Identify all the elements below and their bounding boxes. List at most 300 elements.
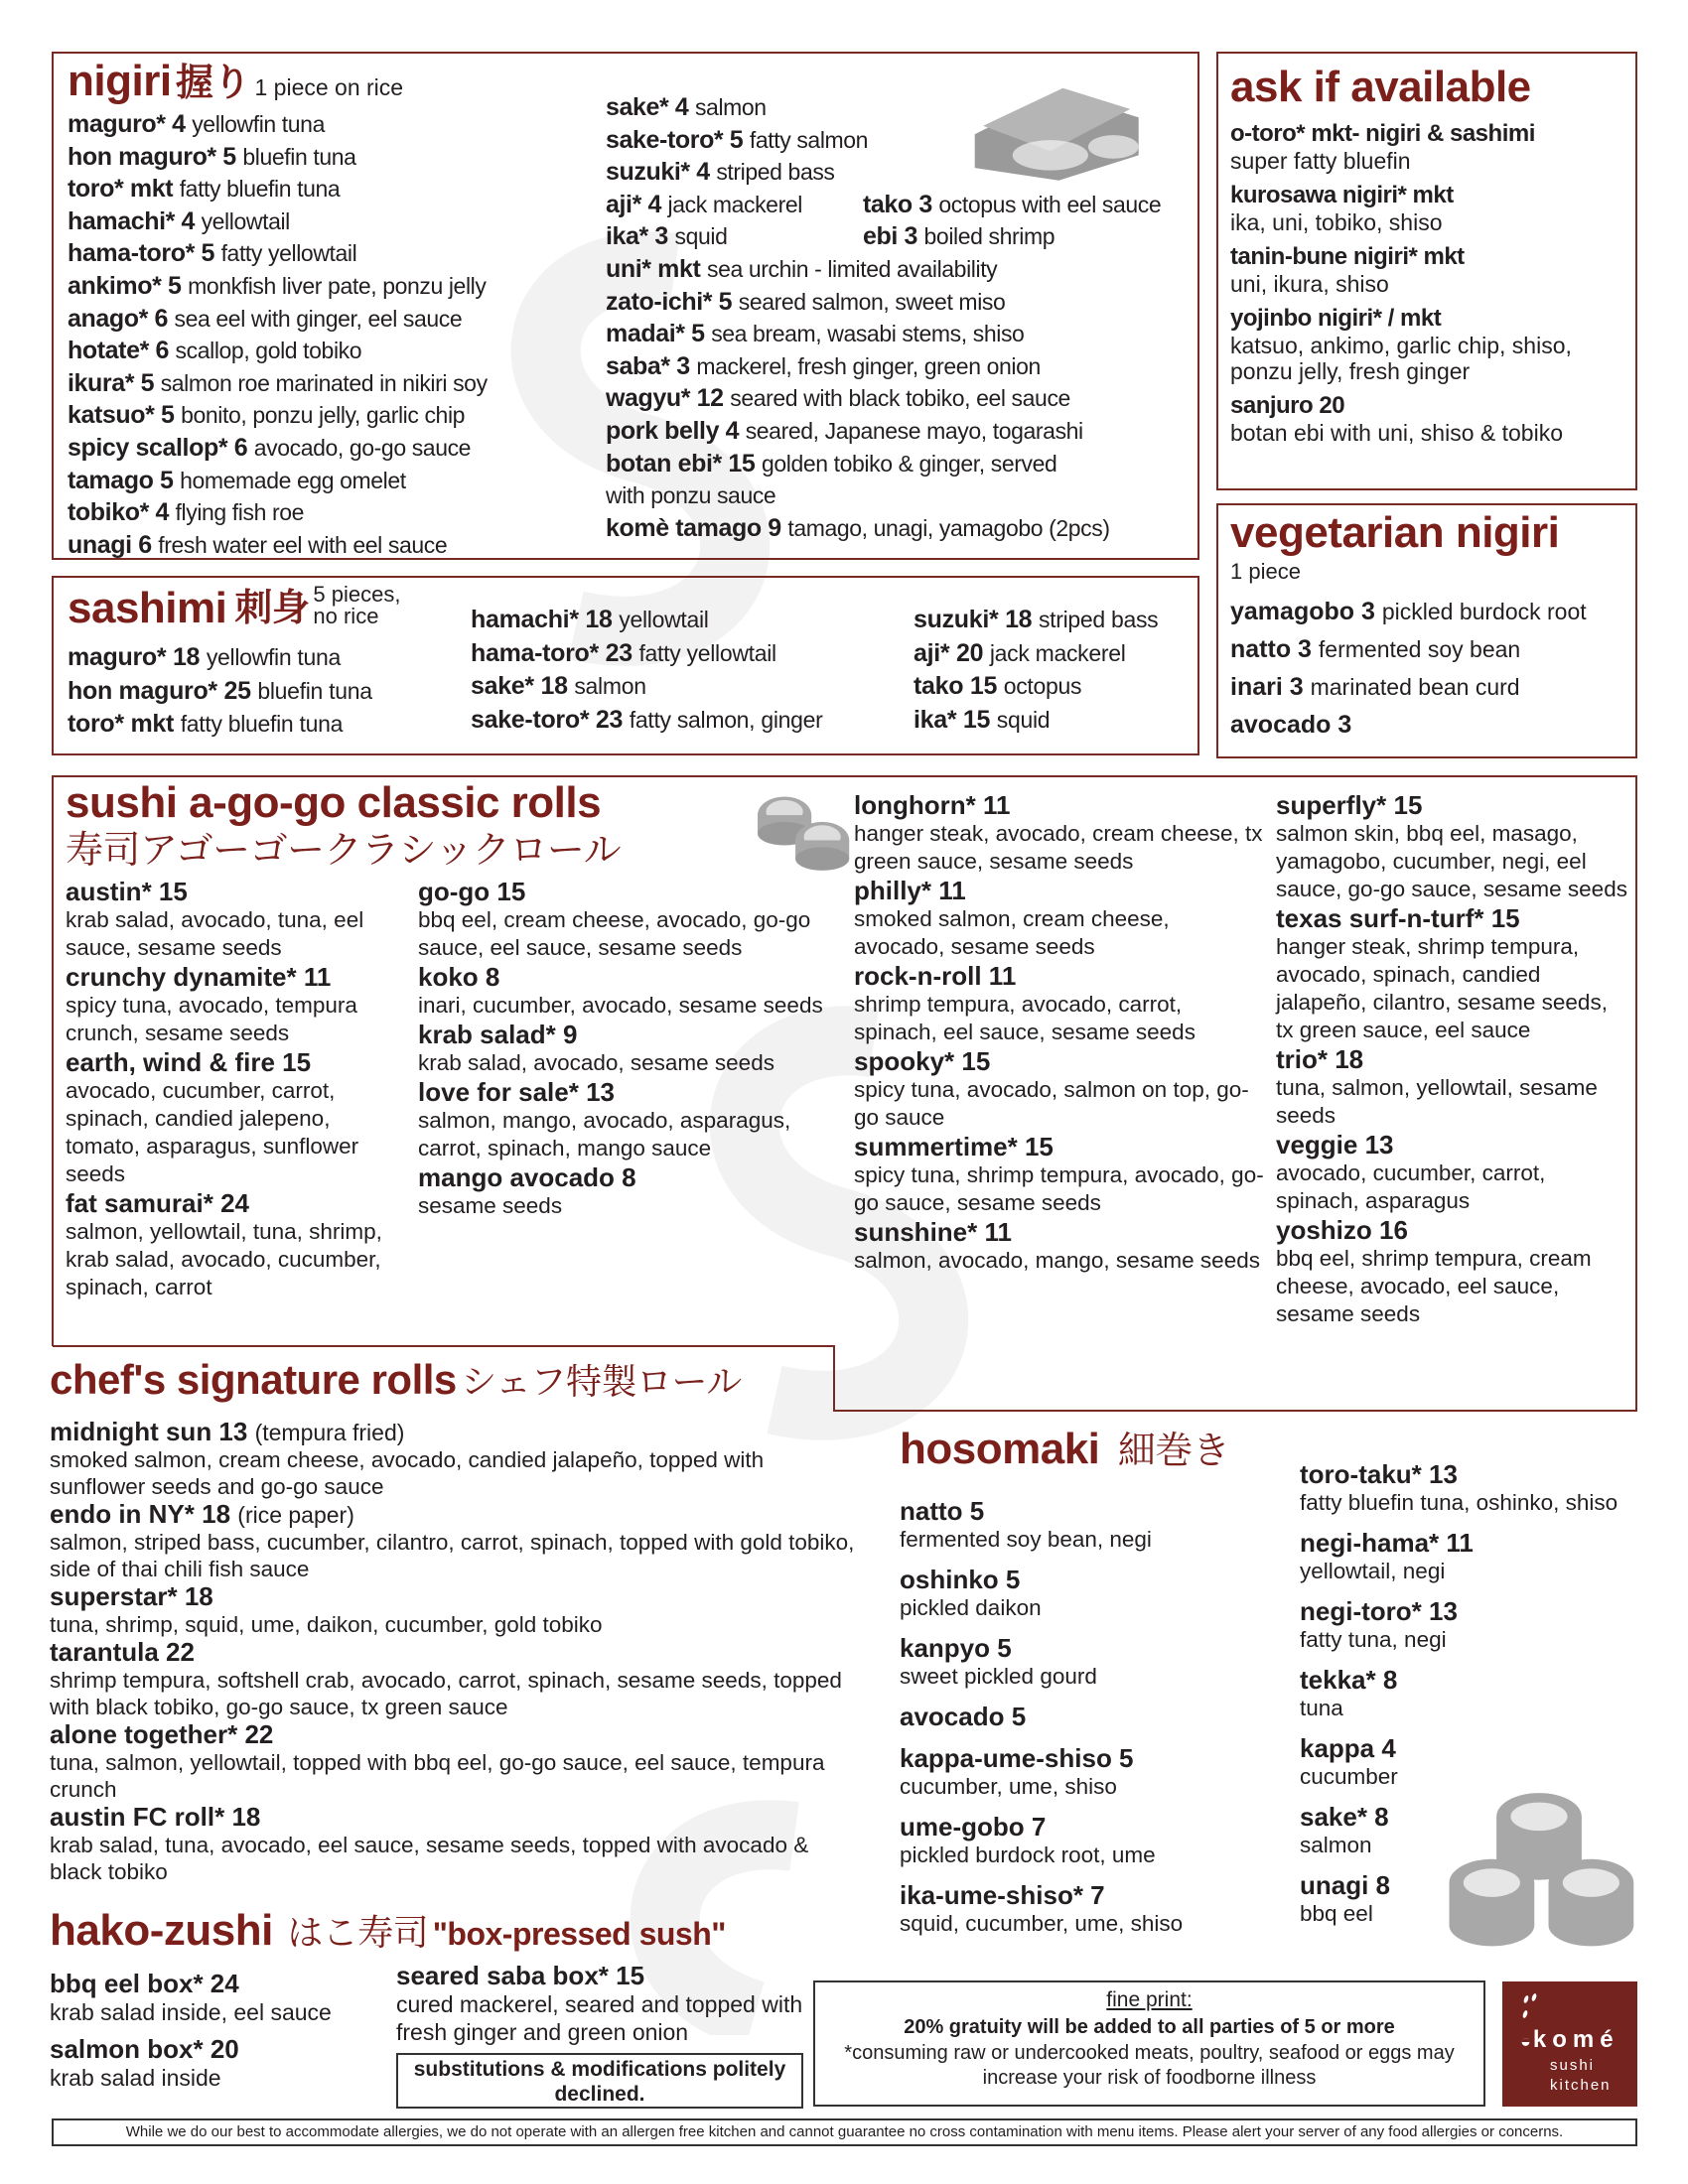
menu-item — [50, 1418, 864, 1500]
item-description: squid — [674, 223, 728, 250]
item-description: striped bass — [716, 159, 835, 186]
menu-item — [914, 704, 1050, 738]
item-name: suzuki* 18 — [914, 606, 1033, 633]
menu-item — [854, 790, 1266, 876]
menu-item — [900, 1812, 1287, 1868]
menu-item: seared saba box* 15 cured mackerel, seared and topped with fresh ginger and green onion — [396, 1961, 803, 2045]
menu-item — [68, 335, 361, 367]
classic-rolls-section — [52, 775, 1637, 1412]
hosomaki-title-jp: 細巻き — [1117, 1431, 1230, 1472]
menu-item — [68, 237, 356, 270]
menu-item — [914, 637, 1126, 671]
item-name: trio* 18 — [1276, 1044, 1364, 1074]
item-name: maguro* 18 — [68, 643, 201, 671]
menu-item — [1276, 903, 1628, 1044]
item-description: yellowfin tuna — [192, 111, 325, 137]
menu-item — [68, 432, 471, 465]
nigiri-section — [52, 52, 1199, 560]
menu-item — [418, 877, 835, 962]
item-description: jack mackerel — [667, 191, 802, 217]
menu-item — [418, 1162, 835, 1220]
item-description: tamago, unagi, yamagobo (2pcs) — [787, 514, 1110, 541]
menu-item — [606, 156, 835, 189]
menu-item — [1230, 242, 1623, 297]
item-description: sweet pickled gourd — [900, 1664, 1097, 1689]
menu-item — [66, 1047, 403, 1188]
item-name: toro-taku* 13 — [1300, 1459, 1458, 1489]
item-description: pickled burdock root, ume — [900, 1843, 1156, 1867]
item-description: shrimp tempura, softshell crab, avocado, carrot, spinach, sesame seeds, topped with black tobiko, go-go sauce, tx green sauce — [50, 1668, 842, 1719]
menu-item — [1230, 668, 1520, 706]
item-name: natto 3 — [1230, 635, 1312, 663]
hosomaki-section — [900, 1425, 1287, 1949]
menu-item — [68, 641, 341, 675]
item-name: sanjuro 20 — [1230, 392, 1345, 419]
item-name: kurosawa nigiri* mkt — [1230, 182, 1454, 208]
item-description: scallop, gold tobiko — [175, 338, 362, 364]
item-name: fat samurai* 24 — [66, 1188, 249, 1218]
hako-title: hako-zushi — [50, 1906, 273, 1955]
menu-item — [1230, 119, 1623, 174]
item-note: (rice paper) — [237, 1502, 354, 1528]
item-name: earth, wind & fire 15 — [66, 1047, 312, 1077]
item-name: suzuki* 4 — [606, 158, 710, 187]
menu-item — [68, 141, 356, 174]
item-name — [50, 1582, 864, 1611]
menu-item — [50, 1638, 864, 1720]
fine-print-title: fine print: — [1106, 1988, 1193, 2011]
item-description: bonito, ponzu jelly, garlic chip — [181, 402, 466, 429]
item-description: salmon — [574, 673, 646, 699]
item-name: love for sale* 13 — [418, 1077, 615, 1107]
item-name-text: superstar* 18 — [50, 1581, 213, 1611]
item-description: fatty salmon — [749, 126, 869, 153]
ask-if-available-section — [1216, 52, 1637, 490]
item-description: flying fish roe — [175, 499, 305, 526]
rice-grains-icon — [1520, 1993, 1540, 2021]
item-description: spicy tuna, avocado, tempura crunch, sesame seeds — [66, 993, 357, 1045]
item-description: fatty bluefin tuna — [179, 176, 341, 203]
classic-title-jp: 寿司アゴーゴークラシックロール — [66, 830, 622, 872]
item-description: striped bass — [1038, 607, 1159, 632]
item-name: spicy scallop* 6 — [68, 433, 248, 462]
menu-item — [1276, 790, 1628, 903]
menu-item — [606, 124, 868, 157]
menu-item — [66, 962, 403, 1047]
item-description: squid, cucumber, ume, shiso — [900, 1911, 1184, 1936]
item-name: anago* 6 — [68, 304, 168, 333]
item-name: o-toro* mkt- nigiri & sashimi — [1230, 120, 1535, 147]
hosomaki-sushi-icon — [1440, 1777, 1638, 1951]
item-note: (tempura fried) — [254, 1420, 405, 1445]
item-name: rock-n-roll 11 — [854, 961, 1017, 991]
menu-item — [50, 1582, 864, 1638]
item-name: summertime* 15 — [854, 1132, 1054, 1161]
vegetarian-nigiri-section — [1216, 503, 1637, 758]
item-name: unagi 8 — [1300, 1870, 1391, 1900]
item-name: toro* mkt — [68, 175, 174, 204]
item-description: shrimp tempura, avocado, carrot, spinach, eel sauce, sesame seeds — [854, 992, 1196, 1044]
menu-item — [900, 1880, 1287, 1937]
menu-item — [1276, 1130, 1628, 1215]
item-name: philly* 11 — [854, 876, 966, 905]
item-name: koko 8 — [418, 962, 500, 992]
item-name: inari 3 — [1230, 673, 1304, 701]
menu-item — [606, 448, 1056, 480]
menu-item — [471, 704, 823, 738]
sashimi-section — [52, 576, 1199, 755]
menu-item — [854, 961, 1266, 1046]
item-name: pork belly 4 — [606, 416, 740, 445]
chef-title-jp: シェフ特製ロール — [461, 1361, 742, 1402]
item-name-text: alone together* 22 — [50, 1719, 274, 1749]
menu-item — [606, 512, 1110, 545]
item-description: seared, Japanese mayo, togarashi — [745, 417, 1083, 444]
item-description: monkfish liver pate, ponzu jelly — [188, 272, 487, 299]
item-name: tamago 5 — [68, 466, 174, 494]
item-description: with ponzu sauce — [606, 482, 776, 509]
item-description: sesame seeds — [418, 1193, 563, 1218]
item-description: ika, uni, tobiko, shiso — [1230, 209, 1443, 235]
item-name: tekka* 8 — [1300, 1665, 1398, 1695]
menu-item — [1230, 593, 1587, 630]
item-description: octopus — [1003, 673, 1082, 699]
item-name — [50, 1418, 864, 1446]
item-name: veggie 13 — [1276, 1130, 1394, 1160]
menu-item — [854, 876, 1266, 961]
menu-item — [68, 270, 486, 303]
menu-item — [50, 1720, 864, 1803]
ask-title: ask if available — [1230, 63, 1531, 111]
item-description: salmon, yellowtail, tuna, shrimp, krab salad, avocado, cucumber, spinach, carrot — [66, 1219, 382, 1299]
sashimi-title: sashimi — [68, 584, 227, 632]
item-name: zato-ichi* 5 — [606, 287, 733, 316]
menu-item — [606, 220, 727, 253]
item-name: ankimo* 5 — [68, 271, 182, 300]
menu-item: salmon box* 20 krab salad inside — [50, 2034, 239, 2091]
gratuity-note: 20% gratuity will be added to all parties of 5 or more — [904, 2016, 1395, 2038]
menu-item — [900, 1743, 1287, 1800]
menu-item — [1230, 706, 1351, 744]
item-description: seared with black tobiko, eel sauce — [730, 385, 1070, 412]
menu-item — [471, 670, 646, 704]
item-name — [50, 1638, 864, 1667]
item-name: hotate* 6 — [68, 337, 169, 365]
menu-item — [418, 1020, 835, 1077]
menu-item — [606, 382, 1070, 415]
nigiri-title: nigiri — [68, 57, 172, 105]
item-description: cucumber — [1300, 1764, 1398, 1789]
menu-item — [914, 670, 1081, 704]
item-description: botan ebi with uni, shiso & tobiko — [1230, 420, 1563, 446]
menu-item — [418, 962, 835, 1020]
item-description: salmon, striped bass, cucumber, cilantro, carrot, spinach, topped with gold tobiko, side of thai chili fish sauce — [50, 1530, 855, 1581]
item-name: sake* 8 — [1300, 1802, 1389, 1832]
menu-item — [68, 465, 406, 497]
item-description: mackerel, fresh ginger, green onion — [696, 352, 1041, 379]
menu-item: tako 3 octopus with eel sauce — [863, 190, 1162, 218]
chef-title: chef's signature rolls — [50, 1356, 457, 1403]
menu-item — [900, 1702, 1287, 1731]
item-description: salmon skin, bbq eel, masago, yamagobo, cucumber, negi, eel sauce, go-go sauce, sesame seeds — [1276, 821, 1627, 901]
item-description: hanger steak, avocado, cream cheese, tx green sauce, sesame seeds — [854, 821, 1263, 874]
item-name: sake-toro* 5 — [606, 125, 744, 154]
item-description: fatty bluefin tuna, oshinko, shiso — [1300, 1490, 1618, 1515]
item-description: cucumber, ume, shiso — [900, 1774, 1117, 1799]
item-name-text: tarantula 22 — [50, 1637, 195, 1667]
hako-subtitle: "box-pressed sush" — [432, 1916, 726, 1952]
item-description: fatty yellowtail — [220, 240, 357, 267]
item-description: marinated bean curd — [1310, 674, 1520, 700]
item-name: hamachi* 18 — [471, 606, 613, 633]
menu-item — [1300, 1665, 1627, 1721]
menu-item — [914, 604, 1158, 637]
nigiri-subtitle: 1 piece on rice — [254, 74, 404, 100]
item-description: salmon, avocado, mango, sesame seeds — [854, 1248, 1260, 1273]
item-description: fatty tuna, negi — [1300, 1627, 1447, 1652]
menu-item — [50, 1500, 864, 1582]
item-name: aji* 20 — [914, 638, 984, 667]
item-description: salmon, mango, avocado, asparagus, carrot, spinach, mango sauce — [418, 1108, 791, 1160]
menu-item — [68, 173, 340, 205]
item-description: sea bream, wasabi stems, shiso — [711, 321, 1025, 347]
item-name: ika* 3 — [606, 222, 668, 251]
menu-item — [1300, 1596, 1627, 1653]
classic-title: sushi a-go-go classic rolls — [66, 778, 602, 827]
item-name: ika* 15 — [914, 705, 991, 734]
item-name: negi-hama* 11 — [1300, 1528, 1474, 1558]
menu-item — [900, 1565, 1287, 1621]
item-description: krab salad, tuna, avocado, eel sauce, sesame seeds, topped with avocado & black tobiko — [50, 1833, 809, 1884]
item-name: sake* 18 — [471, 672, 568, 700]
item-name: avocado 5 — [900, 1702, 1027, 1731]
item-description: super fatty bluefin — [1230, 148, 1411, 174]
item-name: tobiko* 4 — [68, 498, 169, 527]
item-name: mango avocado 8 — [418, 1162, 636, 1192]
item-description: fatty yellowtail — [638, 639, 776, 666]
item-description: avocado, cucumber, carrot, spinach, candied jalepeno, tomato, asparagus, sunflower seeds — [66, 1078, 359, 1186]
substitutions-note: substitutions & modifications politely declined. — [396, 2053, 803, 2109]
chefs-signature-section — [50, 1356, 864, 1885]
item-name: ika-ume-shiso* 7 — [900, 1880, 1105, 1910]
item-name-text: endo in NY* 18 — [50, 1499, 231, 1529]
menu-item — [606, 286, 1005, 319]
roll-sushi-icon — [747, 787, 856, 877]
menu-item — [900, 1496, 1287, 1553]
menu-item — [471, 604, 709, 637]
item-description: sea eel with ginger, eel sauce — [174, 305, 463, 332]
item-description: spicy tuna, shrimp tempura, avocado, go-go sauce, sesame seeds — [854, 1162, 1264, 1215]
item-description: yellowtail — [201, 207, 290, 234]
menu-item — [68, 303, 462, 336]
fine-print-box — [813, 1980, 1485, 2107]
item-name: sake-toro* 23 — [471, 705, 624, 734]
raw-food-warning: *consuming raw or undercooked meats, poultry, seafood or eggs may increase your risk of foodborne illness — [844, 2042, 1455, 2089]
menu-item — [1230, 304, 1623, 384]
menu-item — [606, 479, 775, 512]
hosomaki-title: hosomaki — [900, 1425, 1100, 1473]
item-name: saba* 3 — [606, 351, 690, 380]
menu-item — [854, 1132, 1266, 1217]
item-description: smoked salmon, cream cheese, avocado, candied jalapeño, topped with sunflower seeds and go-go sauce — [50, 1447, 765, 1499]
menu-item — [900, 1633, 1287, 1690]
item-description: yellowtail — [619, 607, 709, 632]
veg-title: vegetarian nigiri — [1230, 508, 1560, 557]
item-name: maguro* 4 — [68, 110, 186, 138]
menu-item — [68, 496, 304, 529]
nigiri-title-jp: 握り — [176, 63, 251, 104]
item-description: bbq eel — [1300, 1901, 1373, 1926]
menu-item — [1230, 181, 1623, 235]
menu-item — [854, 1217, 1266, 1275]
menu-item — [471, 637, 776, 671]
item-name: wagyu* 12 — [606, 384, 724, 413]
item-description: sea urchin - limited availability — [706, 255, 998, 282]
item-name: hama-toro* 5 — [68, 239, 215, 268]
item-description: yellowtail, negi — [1300, 1559, 1446, 1583]
item-name: komè tamago 9 — [606, 513, 781, 542]
item-description: bluefin tuna — [242, 143, 356, 170]
item-name: yamagobo 3 — [1230, 598, 1375, 625]
item-description: avocado, cucumber, carrot, spinach, asparagus — [1276, 1160, 1546, 1213]
item-name — [50, 1720, 864, 1749]
item-description: salmon roe marinated in nikiri soy — [160, 369, 488, 396]
menu-item — [68, 205, 290, 238]
menu-item — [606, 415, 1083, 448]
menu-item: bbq eel box* 24 krab salad inside, eel sauce — [50, 1969, 332, 2025]
item-name: ikura* 5 — [68, 368, 155, 397]
item-name: tanin-bune nigiri* mkt — [1230, 243, 1465, 270]
item-name — [50, 1803, 864, 1832]
item-name: ume-gobo 7 — [900, 1812, 1047, 1842]
item-name: botan ebi* 15 — [606, 449, 756, 478]
allergy-disclaimer: While we do our best to accommodate allergies, we do not operate with an allergen free kitchen and cannot guarantee no cross contamination with menu items. Please alert your server of any food allergies or concerns. — [52, 2118, 1637, 2146]
item-description: pickled daikon — [900, 1595, 1042, 1620]
menu-item — [1276, 1044, 1628, 1130]
hako-title-jp: はこ寿司 — [287, 1912, 429, 1953]
item-description: pickled burdock root — [1381, 599, 1587, 624]
item-description: fresh water eel with eel sauce — [158, 531, 448, 558]
menu-item — [68, 399, 465, 432]
menu-item — [418, 1077, 835, 1162]
item-name: tako 15 — [914, 672, 998, 700]
item-name: katsuo* 5 — [68, 401, 175, 430]
item-description: salmon — [694, 94, 767, 120]
item-description: tuna, salmon, yellowtail, topped with bbq eel, go-go sauce, eel sauce, tempura crunch — [50, 1750, 825, 1802]
menu-item — [606, 350, 1041, 383]
kome-logo: ◒komé sushi kitchen — [1502, 1981, 1637, 2107]
item-name — [50, 1500, 864, 1529]
menu-item — [68, 529, 447, 562]
item-name: kappa 4 — [1300, 1733, 1396, 1763]
menu-item — [1300, 1459, 1627, 1516]
item-description: homemade egg omelet — [180, 467, 406, 493]
menu-item — [66, 1188, 403, 1301]
menu-item — [66, 877, 403, 962]
item-name: negi-toro* 13 — [1300, 1596, 1458, 1626]
item-name: sake* 4 — [606, 93, 689, 121]
item-name: hamachi* 4 — [68, 206, 196, 235]
item-name: longhorn* 11 — [854, 790, 1011, 820]
item-description: salmon — [1300, 1833, 1372, 1857]
menu-item — [68, 675, 372, 709]
menu-item — [854, 1046, 1266, 1132]
item-name: yoshizo 16 — [1276, 1215, 1408, 1245]
item-description: bbq eel, shrimp tempura, cream cheese, avocado, eel sauce, sesame seeds — [1276, 1246, 1592, 1326]
item-name: toro* mkt — [68, 710, 175, 738]
menu-item — [68, 708, 343, 742]
menu-item — [1276, 1215, 1628, 1328]
menu-item — [68, 367, 488, 400]
item-description: smoked salmon, cream cheese, avocado, sesame seeds — [854, 906, 1170, 959]
item-name: crunchy dynamite* 11 — [66, 962, 332, 992]
menu-item — [1300, 1528, 1627, 1584]
nigiri-sushi-icon — [957, 75, 1186, 185]
item-description: krab salad, avocado, sesame seeds — [418, 1050, 774, 1075]
menu-item: ebi 3 boiled shrimp — [863, 222, 1055, 251]
item-description: bbq eel, cream cheese, avocado, go-go sauce, eel sauce, sesame seeds — [418, 907, 811, 960]
item-description: katsuo, ankimo, garlic chip, shiso, ponzu jelly, fresh ginger — [1230, 333, 1572, 384]
veg-subtitle: 1 piece — [1230, 559, 1301, 584]
item-description: inari, cucumber, avocado, sesame seeds — [418, 993, 823, 1018]
item-name: avocado 3 — [1230, 711, 1352, 739]
item-description: jack mackerel — [989, 639, 1126, 666]
item-description: tuna, shrimp, squid, ume, daikon, cucumber, gold tobiko — [50, 1612, 603, 1637]
item-description: fermented soy bean — [1318, 636, 1521, 662]
item-name: aji* 4 — [606, 190, 661, 218]
item-name: uni* mkt — [606, 254, 701, 283]
item-name: spooky* 15 — [854, 1046, 991, 1076]
item-description: hanger steak, shrimp tempura, avocado, spinach, candied jalapeño, cilantro, sesame seeds, tx green sauce, eel sauce — [1276, 934, 1608, 1042]
menu-item — [606, 189, 802, 221]
item-description: tuna, salmon, yellowtail, sesame seeds — [1276, 1075, 1598, 1128]
item-description: bluefin tuna — [257, 677, 372, 704]
item-name: madai* 5 — [606, 320, 705, 348]
item-name: yojinbo nigiri* / mkt — [1230, 305, 1442, 332]
item-name: texas surf-n-turf* 15 — [1276, 903, 1520, 933]
menu-item — [606, 253, 997, 286]
item-name: unagi 6 — [68, 530, 152, 559]
item-name-text: midnight sun 13 — [50, 1417, 248, 1446]
item-name: austin* 15 — [66, 877, 188, 906]
item-name: hama-toro* 23 — [471, 638, 633, 667]
item-name: superfly* 15 — [1276, 790, 1423, 820]
item-description: tuna — [1300, 1696, 1343, 1720]
hako-zushi-section — [50, 1908, 824, 1964]
item-description: uni, ikura, shiso — [1230, 271, 1389, 297]
item-description: fermented soy bean, negi — [900, 1527, 1152, 1552]
item-name: hon maguro* 5 — [68, 142, 236, 171]
item-description: avocado, go-go sauce — [253, 434, 472, 461]
menu-item — [68, 108, 325, 141]
menu-item — [606, 318, 1024, 350]
item-description: spicy tuna, avocado, salmon on top, go-go sauce — [854, 1077, 1249, 1130]
item-name: kappa-ume-shiso 5 — [900, 1743, 1134, 1773]
sashimi-title-jp: 刺身 — [234, 588, 310, 629]
menu-item — [1230, 391, 1623, 446]
item-name-text: austin FC roll* 18 — [50, 1802, 261, 1832]
item-name: kanpyo 5 — [900, 1633, 1012, 1663]
item-name: hon maguro* 25 — [68, 676, 251, 705]
item-name: sunshine* 11 — [854, 1217, 1012, 1247]
item-name: natto 5 — [900, 1496, 985, 1526]
item-description: yellowfin tuna — [206, 644, 341, 670]
item-name: krab salad* 9 — [418, 1020, 578, 1049]
item-name: oshinko 5 — [900, 1565, 1021, 1594]
menu-item — [1230, 630, 1520, 668]
item-description: golden tobiko & ginger, served — [761, 450, 1057, 477]
menu-item — [50, 1803, 864, 1885]
